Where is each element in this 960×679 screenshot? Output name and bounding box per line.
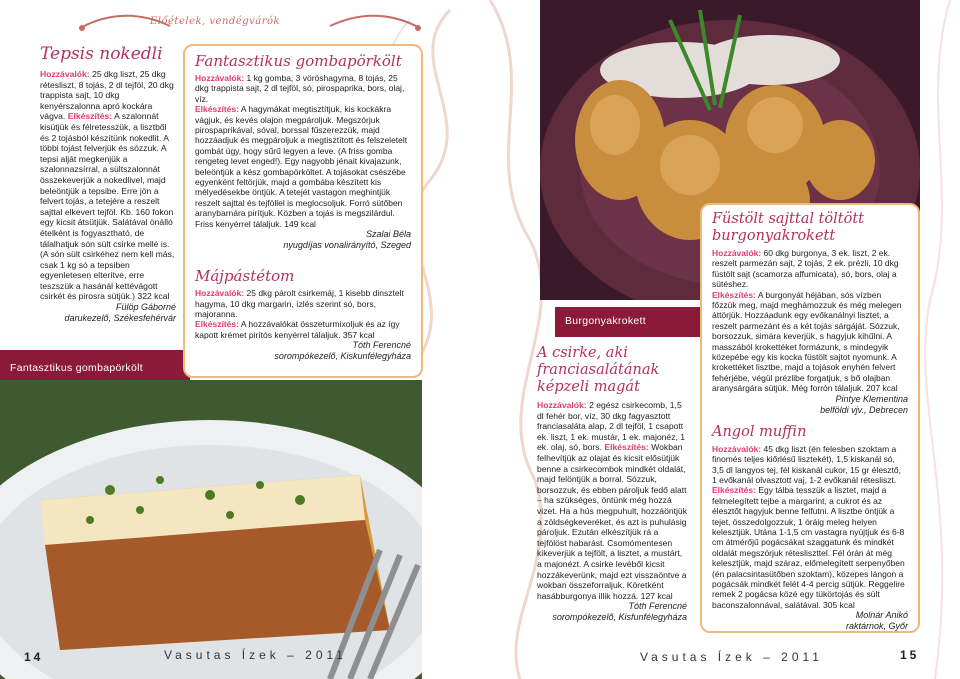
- recipe-csirke: [537, 345, 687, 623]
- magazine-title: Vasutas Ízek – 2011: [164, 648, 347, 662]
- ingredients-text: 45 dkg liszt (én felesben szoktam a finomés teljes kiőrlésű lisztekét), 1,5 kiskanál só, 3,5 dl langyos tej, fél kiskanál cukor, 15 gr élesztő, 1 evőkanál olvasztott vaj, 1-2 evőkanál rétesliszt.: [712, 443, 901, 485]
- recipe-card-middle: [183, 44, 423, 378]
- recipe-body: [712, 248, 908, 394]
- ingredients-text: 2 egész csirkecomb, 1,5 dl fehér bor, víz, 30 dkg fagyasztott franciasaláta alap, 2 dl tejföl, 1 csapott ek. liszt, 1 ek. mustár, 1 ek. majonéz, 1 ek. olaj, só, bors.: [537, 400, 686, 453]
- photo-caption: Fantasztikus gombapörkölt: [10, 362, 143, 374]
- ingredients-label: Hozzávalók:: [195, 73, 245, 83]
- lasagna-photo: [0, 380, 422, 679]
- recipe-title: A csirke, aki franciasalátának képzeli magát: [537, 345, 660, 395]
- author-role: darukezelő, Székesfehérvár: [64, 313, 176, 324]
- ingredients-label: Hozzávalók:: [712, 443, 762, 454]
- prep-text: A hozzávalókat összeturmixoljuk és az így kapott krémet pirítós kenyérrel tálaljuk. 357 kcal: [195, 319, 400, 340]
- recipe-title: Tepsis nokedli: [40, 44, 163, 64]
- ingredients-label: Hozzávalók:: [40, 69, 90, 79]
- footer-right: [640, 648, 940, 668]
- author-name: Fülöp Gáborné: [115, 302, 176, 313]
- ingredients-text: 1 kg gomba, 3 vöröshagyma, 8 tojás, 25 dkg trappista sajt, 2 dl tejföl, só, pirospaprika, bors, olaj, víz.: [195, 73, 405, 104]
- decorative-swirl: [920, 0, 960, 679]
- footer-left: [24, 648, 424, 668]
- prep-label: Elkészítés:: [195, 104, 239, 115]
- prep-label: Elkészítés:: [67, 111, 113, 122]
- recipe-body: [712, 444, 908, 611]
- recipe-title: Májpástétom: [195, 267, 295, 286]
- author-name: Szalai Béla: [365, 229, 411, 240]
- prep-text: Wokban felhevítjük az olajat és kicsit elősütjük benne a csirkecombok mindkét oldalát, majd felöntjük a borral. Sózzuk, borsozzuk, és ebben pároljuk fedő alatt – ha szükséges, öntünk még hozzá vizet. Ha a hús megpuhult, hozzáöntjük a zöldségkeveréket, és azt is puhulásig pároljuk. Ezután elkészítjük rá a tejfölöst habarást. Csomómentesen kikeverjük a tejfölt, a lisztet, a mustárt, a majonézt. A csirke levéből kicsit hozzákeverünk, majd ezt visszaöntve a wokban összeforraljuk. Köretként hasábburgonya illik hozzá. 127 kcal: [537, 442, 688, 601]
- author-role: raktárnok, Győr: [845, 621, 908, 632]
- recipe-body: [537, 400, 687, 601]
- recipe-tepsis-nokedli: [40, 44, 176, 324]
- magazine-title: Vasutas Ízek – 2011: [640, 650, 823, 664]
- prep-text: A hagymákat megtisztítjuk, kis kockákra vágjuk, és kevés olajon megpároljuk. Megszórjuk pirospaprikával, sóval, borssal fűszerezzük, majd hozzáadjuk és megpároljuk a megtisztított és felszeletelt gombát úgy, hogy sűrű legyen a leve. (A friss gomba rengeteg levet enged!). Egy nagyobb jénait kivajazunk, beleöntjük a kész gombapörköltet. A tojásokat csészébe egyenként feltörjük, majd a gombába készített kis mélyedésekbe öntjük. A tetejét vastagon meghintjük reszelt sajttal és tejföllel is meglocsoljuk. Forró sütőben aranybarnára pirítjuk. Közben a tojás is megszilárdul. Friss kenyérrel tálaljuk. 149 kcal: [195, 104, 408, 229]
- section-title: Előételek, vendégvárók: [150, 16, 281, 27]
- photo-caption-band: [555, 307, 705, 337]
- author-name: Tóth Ferencné: [352, 340, 411, 351]
- prep-label: Elkészítés:: [604, 442, 649, 453]
- recipe-title: Fantasztikus gombapörkölt: [195, 52, 402, 70]
- prep-text: A szalonnát kisütjük és félretesszük, a lisztből és 2 tojásból készítünk nokedlit. A többi tojást felverjük és sózzuk. A tepsi alját megkenjük a szalonnazsírral, a sültszalonnát összekeverjük a nokedlivel, majd beleöntjük a tepsibe. Erre jön a felvert tojás, a tetejére a reszelt sajttal elkevert tejföl. Kb. 160 fokon egy kicsit átsütjük. Salátával önálló ételként is fogyasztható, de tálalhatjuk són sült csirke mellé is. (A són sült csirkéhez nem kell más, csak 1 kg só a tepsiben egyenletesen elterítve, erre teszszük a hasánál kettévágott csirkét és pirosra sütjük.) 322 kcal: [40, 111, 175, 302]
- recipe-body: [195, 73, 411, 229]
- ingredients-text: 25 dkg liszt, 25 dkg rétesliszt, 8 tojás, 2 dl tejföl, 20 dkg trappista sajt, 10 dkg kenyérszalonna apró kockára vágva.: [40, 69, 174, 122]
- recipe-card-right: [700, 203, 920, 633]
- ingredients-label: Hozzávalók:: [195, 288, 245, 299]
- prep-text: Egy tálba tesszük a lisztet, majd a felmelegített tejbe a margarint, a cukrot és az élesztőt hagyjuk benne felfutni. A lisztbe öntjük a tejet, összedolgozzuk, 1 óráig meleg helyen kelesztjük. Utána 1-1,5 cm vastagra nyújtjuk és 6-8 cm átmérőjű pogácsákat szaggatunk és mindkét oldalát megszórjuk rétesliszttel. Fél órán át még kelesztjük, majd száraz, előmelegített serpenyőben (én palacsintasütőben szoktam), közepes lángon a pogácsák mindkét felét 4-4 percig sütjük. Reggelire remek 2 pogácsa közé egy tükörtojás és sült baconszalonnával, salátával. 305 kcal: [712, 485, 905, 610]
- author-role: nyugdíjas vonalirányító, Szeged: [283, 240, 411, 251]
- prep-label: Elkészítés:: [712, 485, 756, 496]
- page-number: 15: [900, 648, 920, 662]
- prep-text: A burgonyát héjában, sós vízben főzzük meg, majd meghámozzuk és még melegen áttörjük. Hozzáadunk egy evőkanálnyi lisztet, a reszelt parmezánt és a két tojás sárgáját. Sózzuk, borsozzuk, simára keverjük, s hagyjuk kihűlni. A masszából krokettéket formázunk, s mindegyik közepébe egy kis kocka füstölt sajtot nyomunk. A krokettéket lisztbe, majd a tojások enyhén felvert fehérjébe, végül prézlibe forgatjuk, s bő olajban aranysárgára sütjük. Még forrón tálaljuk. 207 kcal: [712, 289, 902, 394]
- photo-caption: Burgonyakrokett: [565, 315, 646, 327]
- author-role: sorompókezelő, Kisfunfélegyháza: [552, 612, 687, 623]
- ingredients-text: 60 dkg burgonya, 3 ek. liszt, 2 ek. reszelt parmezán sajt, 2 tojás, 2 ek. prézli, 10 dkg füstölt sajt (scamorza affumicata), só, bors, olaj a sütéshez.: [712, 248, 899, 290]
- recipe-title: Füstölt sajttal töltött burgonyakrokett: [712, 211, 865, 244]
- recipe-body: [195, 288, 411, 340]
- prep-label: Elkészítés:: [195, 319, 239, 330]
- recipe-body: [40, 69, 176, 302]
- author-role: belföldi vjv., Debrecen: [820, 404, 908, 415]
- prep-label: Elkészítés:: [712, 289, 756, 300]
- ingredients-label: Hozzávalók:: [712, 248, 762, 258]
- ingredients-label: Hozzávalók:: [537, 400, 587, 410]
- recipe-title: Angol muffin: [712, 423, 807, 440]
- page-number: 14: [24, 650, 44, 664]
- ingredients-text: 25 dkg párolt csirkemáj, 1 kisebb dinsztelt hagyma, 10 dkg margarin, ízlés szerint só, bors, majoranna.: [195, 288, 404, 319]
- author-role: sorompókezelő, Kiskunfélegyháza: [274, 351, 411, 362]
- author-name: Molnár Anikó: [855, 610, 908, 621]
- author-name: Tóth Ferencné: [628, 601, 687, 612]
- author-name: Pintye Klementina: [835, 393, 908, 404]
